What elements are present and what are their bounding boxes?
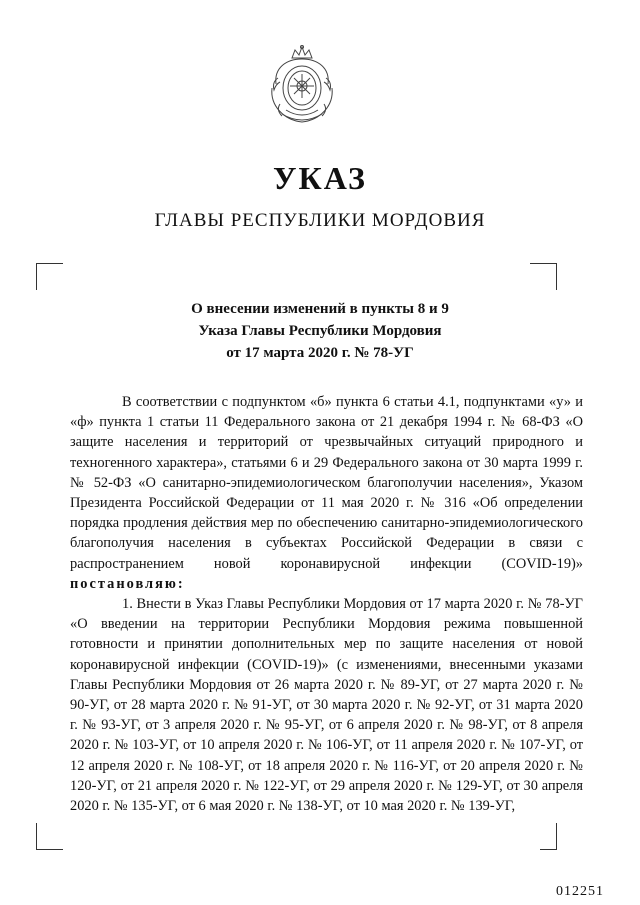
preamble-text: В соответствии с подпунктом «б» пункта 6 статьи 4.1, подпунктами «у» и «ф» пункта 1 статьи 11 Федерального закона от 21 декабря 1994 г. № 68-ФЗ «О защите населения и территорий от чрезвычайных ситуаций природного и техногенного характера», статьями 6 и 29 Федерального закона от 30 марта 1999 г. № 52-ФЗ «О санитарно-эпидемиологическом благополучии населения», Указом Президента Российской Федерации от 11 мая 2020 г. № 316 «Об определении порядка продления действия мер по обеспечению санитарно-эпидемиологического благополучия населения в субъектах Российской Федерации в связи с распространением новой коронавирусной инфекции (COVID-19)» [70, 394, 583, 572]
item-1-paragraph: 1. Внести в Указ Главы Республики Мордовия от 17 марта 2020 г. № 78-УГ «О введении на территории Республики Мордовия режима повышенной готовности и принятии дополнительных мер по защите населения от новой коронавирусной инфекции (COVID-19)» (с изменениями, внесенными указами Главы Республики Мордовия от 26 марта 2020 г. № 89-УГ, от 27 марта 2020 г. № 90-УГ, от 28 марта 2020 г. № 91-УГ, от 30 марта 2020 г. № 92-УГ, от 31 марта 2020 г. № 93-УГ, от 3 апреля 2020 г. № 95-УГ, от 6 апреля 2020 г. № 98-УГ, от 8 апреля 2020 г. № 103-УГ, от 10 апреля 2020 г. № 106-УГ, от 11 апреля 2020 г. № 107-УГ, от 12 апреля 2020 г. № 108-УГ, от 18 апреля 2020 г. № 116-УГ, от 20 апреля 2020 г. № 120-УГ, от 21 апреля 2020 г. № 122-УГ, от 29 апреля 2020 г. № 129-УГ, от 30 апреля 2020 г. № 135-УГ, от 6 мая 2020 г. № 138-УГ, от 10 мая 2020 г. № 139-УГ, [70, 596, 583, 815]
corner-mark-bottom-left [36, 823, 63, 850]
heading-line: О внесении изменений в пункты 8 и 9 [191, 301, 449, 317]
corner-mark-top-right [530, 263, 557, 290]
page-number: 012251 [556, 884, 604, 899]
corner-mark-bottom-right [540, 823, 557, 850]
decree-heading [0, 298, 640, 364]
document-title: УКАЗ [273, 160, 367, 196]
coat-of-arms-icon [262, 44, 342, 126]
document-subtitle: ГЛАВЫ РЕСПУБЛИКИ МОРДОВИЯ [154, 210, 486, 231]
document-body [70, 392, 583, 816]
corner-mark-top-left [36, 263, 63, 290]
decree-word: постановляю: [70, 575, 185, 592]
preamble-paragraph [70, 392, 583, 594]
heading-line: Указа Главы Республики Мордовия [198, 323, 442, 339]
heading-line: от 17 марта 2020 г. № 78-УГ [226, 345, 414, 361]
